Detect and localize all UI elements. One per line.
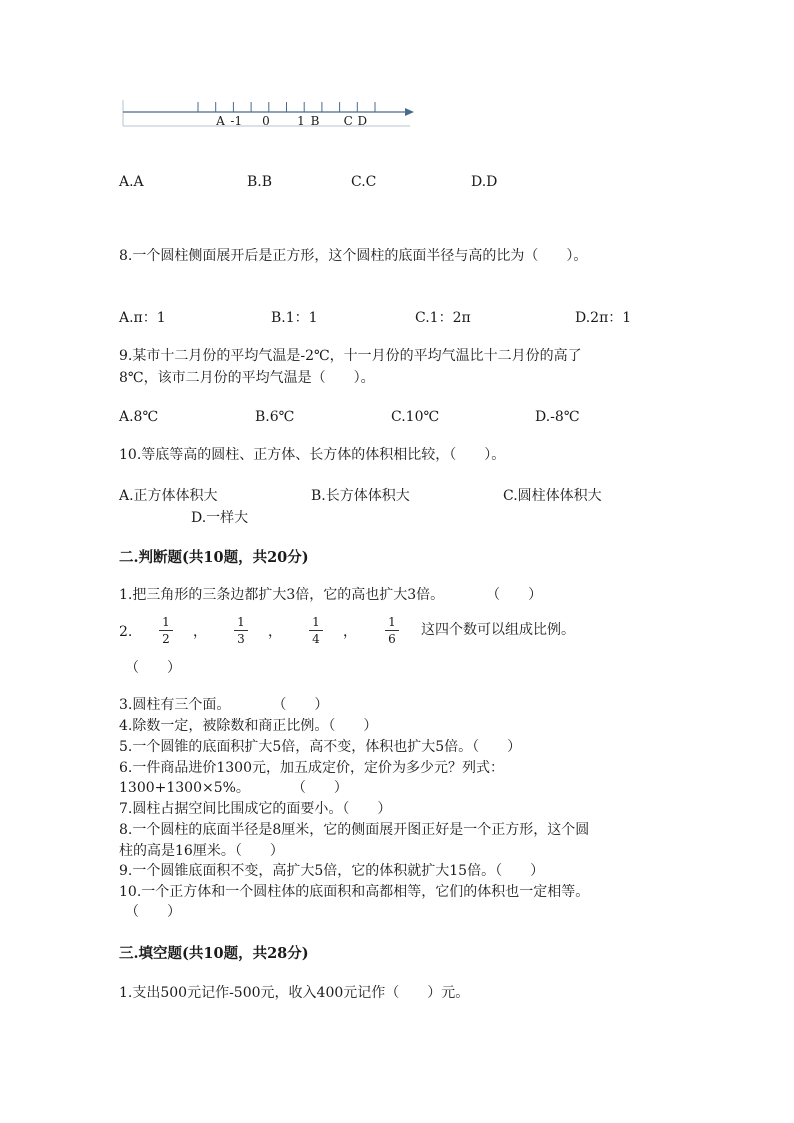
judge-item-8-line2: 柱的高是16厘米。（ ）	[119, 843, 284, 859]
fraction-numerator: 1	[162, 615, 170, 629]
q10-option-c: C.圆柱体体积大	[503, 488, 602, 504]
q8-option-d: D.2π：1	[575, 310, 632, 326]
comma: ，	[268, 624, 282, 640]
fill-item-1: 1.支出500元记作-500元，收入400元记作（ ）元。	[119, 985, 470, 1001]
number-line-label: A	[216, 114, 225, 128]
fraction-numerator: 1	[237, 615, 245, 629]
judge-item-2-number: 2.	[119, 624, 133, 640]
fraction-denominator: 4	[312, 632, 320, 646]
fraction-denominator: 3	[237, 632, 245, 646]
number-line-label: 1	[297, 114, 305, 128]
section3-title: 三.填空题(共10题，共28分)	[119, 945, 309, 962]
q8-option-b: B.1：1	[271, 310, 318, 326]
judge-item-6-line2: 1300+1300×5%。 （ ）	[119, 780, 348, 796]
q9-option-a: A.8℃	[119, 409, 159, 425]
q7-option-c: C.C	[351, 174, 377, 190]
section2-title: 二.判断题(共10题，共20分)	[119, 549, 309, 566]
judge-item-10-line2: （ ）	[125, 904, 181, 920]
judge-item-8-line1: 8.一个圆柱的底面半径是8厘米，它的侧面展开图正好是一个正方形，这个圆	[119, 822, 590, 838]
judge-item-1: 1.把三角形的三条边都扩大3倍，它的高也扩大3倍。 （ ）	[119, 587, 543, 603]
fraction-1-4	[309, 615, 323, 646]
q8-option-c: C.1：2π	[415, 310, 471, 326]
judge-item-6-line1: 6.一件商品进价1300元，加五成定价，定价为多少元？列式：	[119, 760, 504, 776]
q9-option-d: D.-8℃	[535, 409, 580, 425]
q9-question-line2: 8℃，该市二月份的平均气温是（ ）。	[119, 370, 375, 386]
judge-item-10-line1: 10.一个正方体和一个圆柱体的底面积和高都相等，它们的体积也一定相等。	[119, 884, 590, 900]
fraction-1-3	[234, 615, 248, 646]
fraction-numerator: 1	[388, 615, 396, 629]
q9-question-line1: 9.某市十二月份的平均气温是-2℃，十一月份的平均气温比十二月份的高了	[119, 348, 582, 364]
q7-option-b: B.B	[247, 174, 273, 190]
number-line-label: 0	[262, 114, 270, 128]
judge-item-9: 9.一个圆锥底面积不变，高扩大5倍，它的体积就扩大15倍。（ ）	[119, 863, 545, 879]
judge-item-2-text: 这四个数可以组成比例。	[421, 622, 575, 638]
q8-option-a: A.π：1	[119, 310, 166, 326]
q10-question: 10.等底等高的圆柱、正方体、长方体的体积相比较，（ ）。	[119, 447, 506, 463]
judge-item-4: 4.除数一定，被除数和商正比例。（ ）	[119, 718, 378, 734]
comma: ，	[343, 624, 357, 640]
fraction-denominator: 6	[388, 632, 396, 646]
q8-question: 8.一个圆柱侧面展开后是正方形，这个圆柱的底面半径与高的比为（ ）。	[119, 248, 588, 264]
comma: ，	[193, 624, 207, 640]
fraction-denominator: 2	[162, 632, 170, 646]
fraction-1-2	[159, 615, 173, 646]
number-line-label: B	[310, 114, 320, 128]
judge-item-5: 5.一个圆锥的底面积扩大5倍，高不变，体积也扩大5倍。（ ）	[119, 739, 522, 755]
q7-option-a: A.A	[119, 174, 144, 190]
q7-option-d: D.D	[471, 174, 498, 190]
number-line-label: C	[343, 114, 353, 128]
number-line-label: -1	[230, 114, 243, 128]
q10-option-b: B.长方体体积大	[311, 488, 410, 504]
judge-item-3: 3.圆柱有三个面。 （ ）	[119, 697, 329, 713]
q10-option-a: A.正方体体积大	[119, 488, 218, 504]
number-line-label: D	[357, 114, 368, 128]
judge-item-2-paren: （ ）	[125, 660, 181, 676]
fraction-1-6	[385, 615, 399, 646]
q10-option-d: D.一样大	[191, 510, 249, 526]
number-line-arrow	[405, 108, 414, 116]
q9-option-c: C.10℃	[391, 409, 440, 425]
number-line-svg	[118, 92, 418, 132]
judge-item-7: 7.圆柱占据空间比围成它的面要小。（ ）	[119, 801, 392, 817]
q9-option-b: B.6℃	[255, 409, 295, 425]
fraction-numerator: 1	[312, 615, 320, 629]
number-line-figure	[118, 92, 418, 132]
